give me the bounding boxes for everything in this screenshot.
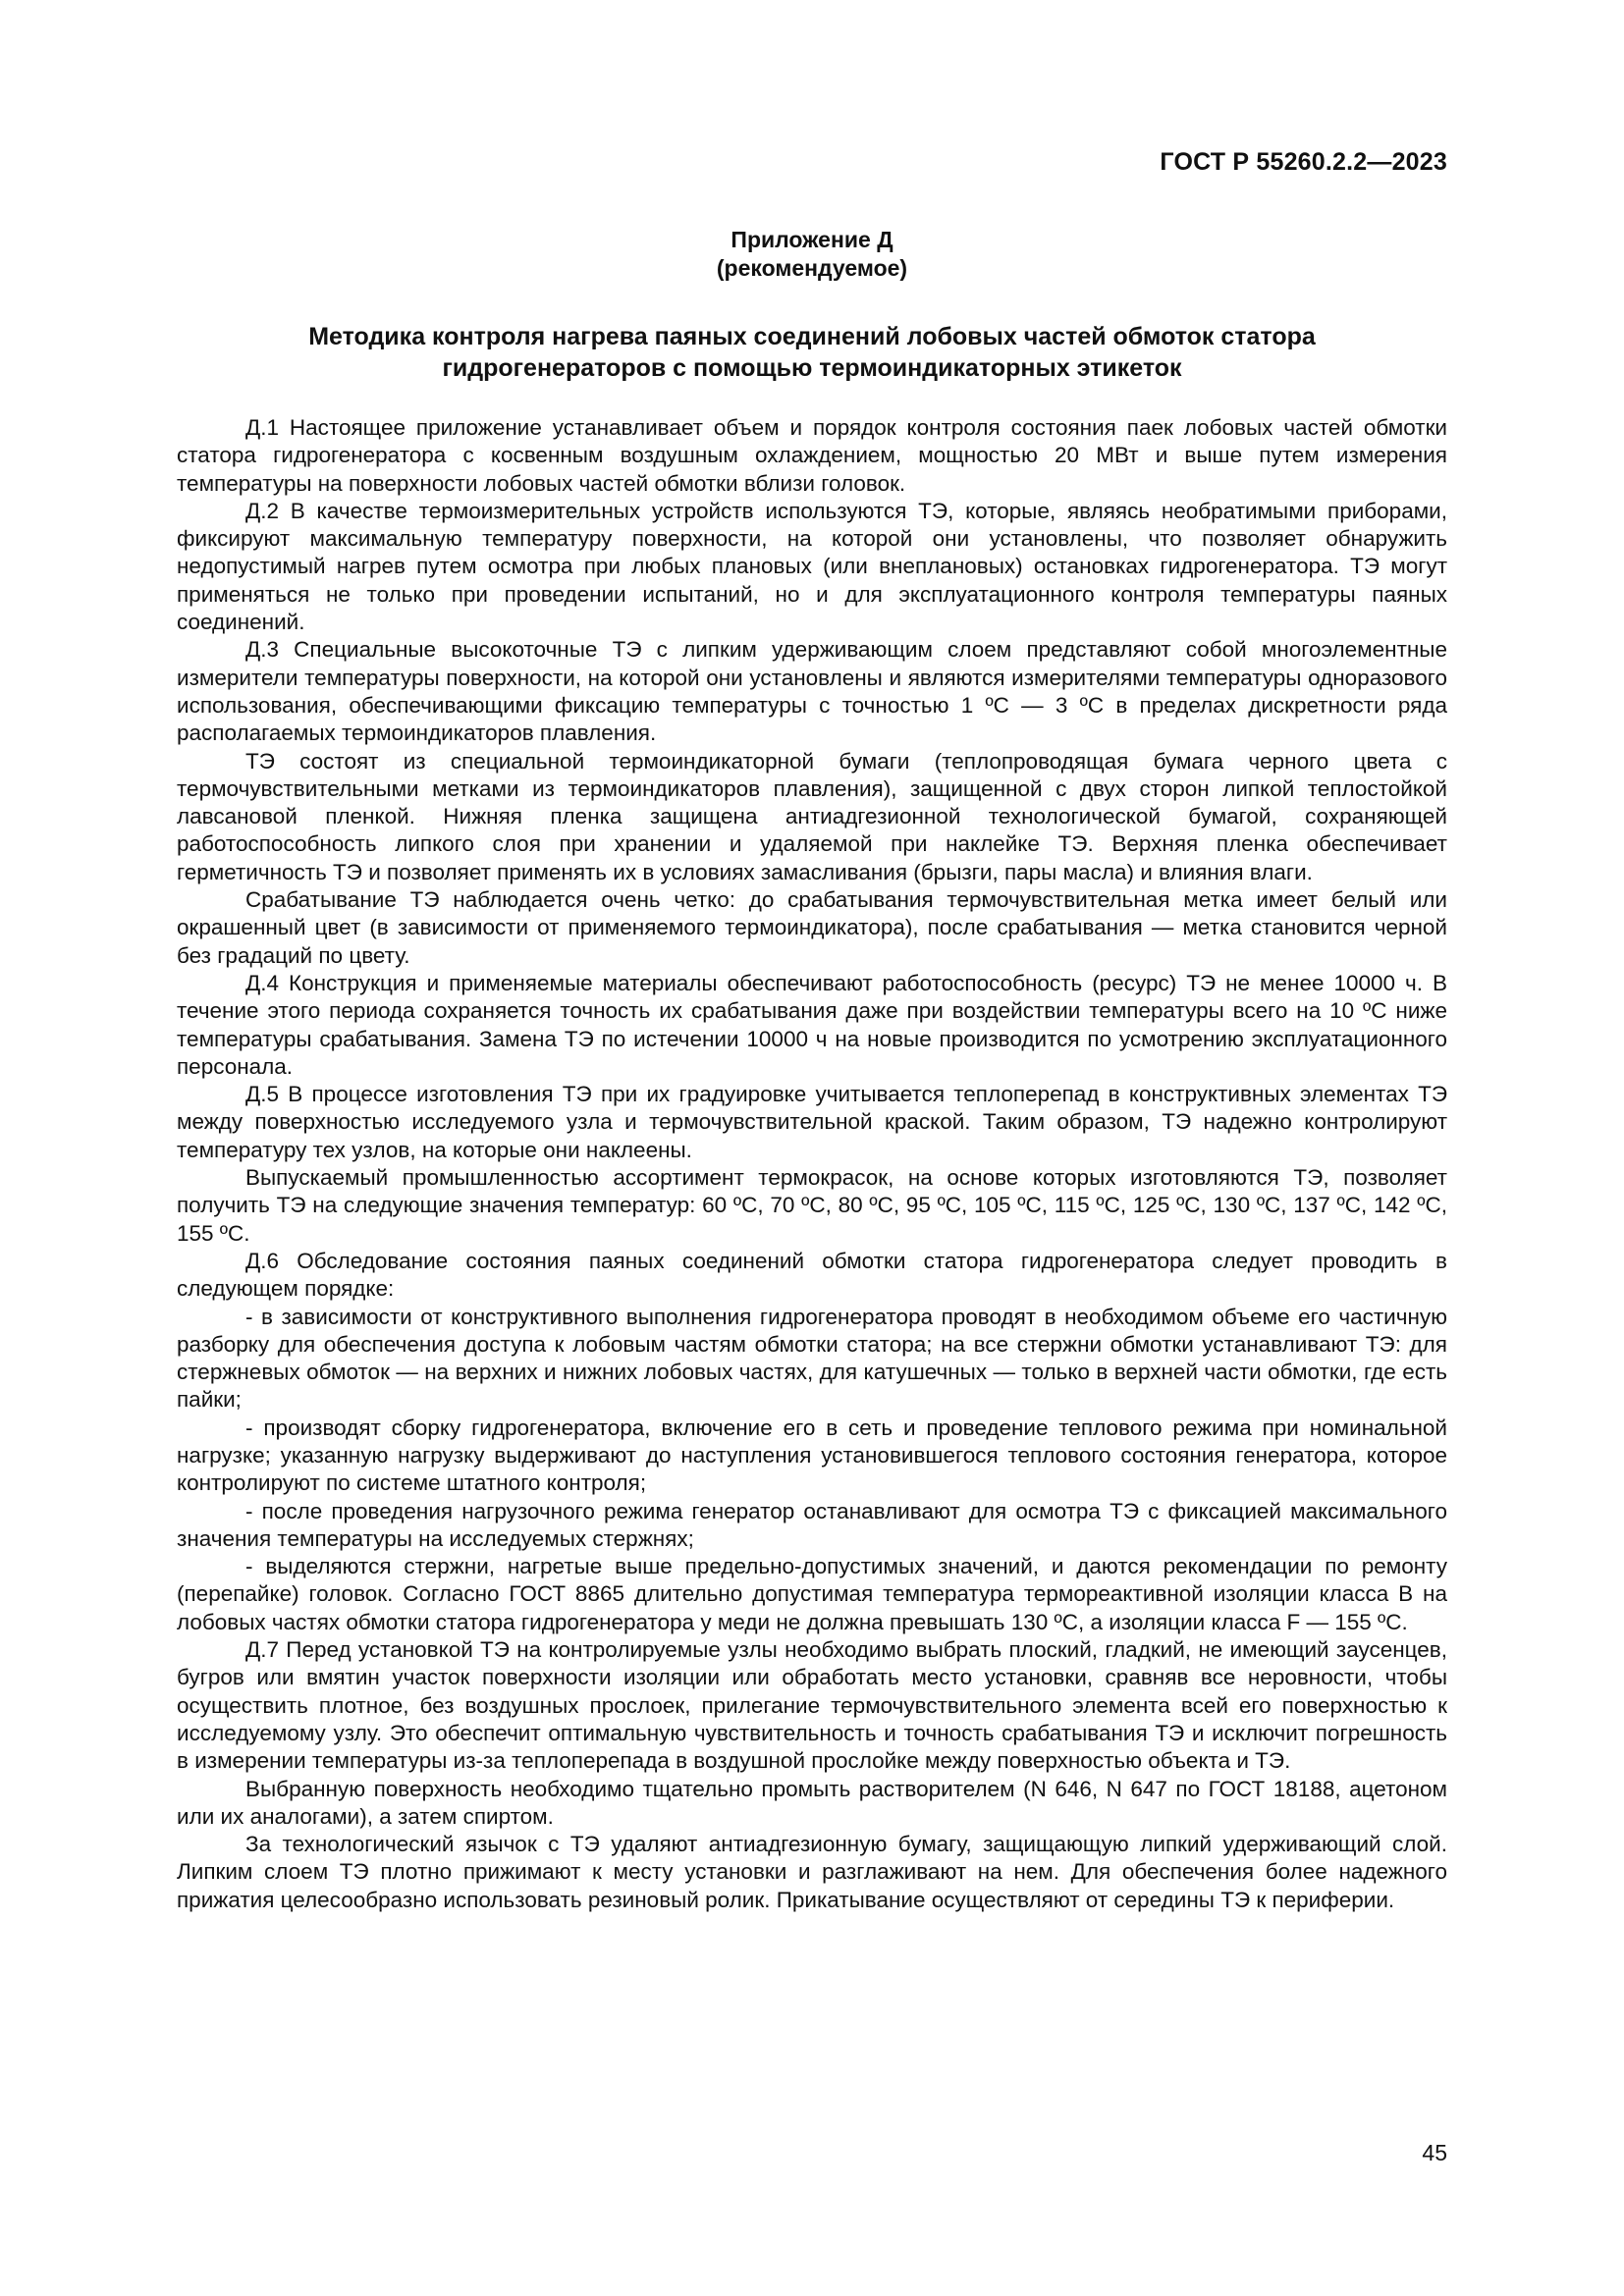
section-title-line-2: гидрогенераторов с помощью термоиндикаторных этикеток <box>442 354 1182 382</box>
paragraph-d7: Д.7 Перед установкой ТЭ на контролируемые узлы необходимо выбрать плоский, гладкий, не имеющий заусенцев, бугров или вмятин участок поверхности изоляции или обработать место установки, сравняв все неровности, чтобы осуществить плотное, без воздушных прослоек, прилегание термочувствительного элемента всей его поверхностью к исследуемому узлу. Это обеспечит оптимальную чувствительность и точность срабатывания ТЭ и исключит погрешность в измерении температуры из-за теплоперепада в воздушной прослойке между поверхностью объекта и ТЭ. <box>177 1637 1447 1774</box>
paragraph-te-triggering: Срабатывание ТЭ наблюдается очень четко: до срабатывания термочувствительная метка имеет белый или окрашенный цвет (в зависимости от применяемого термоиндикатора), после срабатывания — метка становится черной без градаций по цвету. <box>177 887 1447 968</box>
section-title-line-1: Методика контроля нагрева паяных соединений лобовых частей обмоток статора <box>308 323 1316 350</box>
paragraph-d4: Д.4 Конструкция и применяемые материалы обеспечивают работоспособность (ресурс) ТЭ не менее 10000 ч. В течение этого периода сохраняется точность их срабатывания даже при воздействии температуры всего на 10 ºС ниже температуры срабатывания. Замена ТЭ по истечении 10000 ч на новые производится по усмотрению эксплуатационного персонала. <box>177 970 1447 1079</box>
paragraph-d6: Д.6 Обследование состояния паяных соединений обмотки статора гидрогенератора следует проводить в следующем порядке: <box>177 1248 1447 1302</box>
page-number: 45 <box>1422 2140 1447 2165</box>
paragraph-d5: Д.5 В процессе изготовления ТЭ при их градуировке учитывается теплоперепад в конструктивных элементах ТЭ между поверхностью исследуемого узла и термочувствительной краской. Таким образом, ТЭ надежно контролируют температуру тех узлов, на которые они наклеены. <box>177 1082 1447 1162</box>
list-item-disassembly: - в зависимости от конструктивного выполнения гидрогенератора проводят в необходимом объеме его частичную разборку для обеспечения доступа к лобовым частям обмотки статора; на все стержни обмотки устанавливают ТЭ: для стержневых обмоток — на верхних и нижних лобовых частях, для катушечных — только в верхней части обмотки, где есть пайки; <box>177 1304 1447 1413</box>
paragraph-d3: Д.3 Специальные высокоточные ТЭ с липким удерживающим слоем представляют собой многоэлементные измерители температуры поверхности, на которой они установлены и являются измерителями температуры одноразового использования, обеспечивающими фиксацию температуры с точностью 1 ºС — 3 ºС в пределах дискретности ряда располагаемых термоиндикаторов плавления. <box>177 637 1447 746</box>
section-title <box>177 321 1447 384</box>
list-item-inspection: - после проведения нагрузочного режима генератор останавливают для осмотра ТЭ с фиксацией максимального значения температуры на исследуемых стержнях; <box>177 1498 1447 1551</box>
paragraph-te-composition: ТЭ состоят из специальной термоиндикаторной бумаги (теплопроводящая бумага черного цвета с термочувствительными метками из термоиндикаторов плавления), защищенной с двух сторон липкой теплостойкой лавсановой пленкой. Нижняя пленка защищена антиадгезионной технологической бумагой, сохраняющей работоспособность липкого слоя при хранении и удаляемой при наклейке ТЭ. Верхняя пленка обеспечивает герметичность ТЭ и позволяет применять их в условиях замасливания (брызги, пары масла) и влияния влаги. <box>177 748 1447 884</box>
body-text <box>177 414 1447 1914</box>
list-item-recommendations: - выделяются стержни, нагретые выше предельно-допустимых значений, и даются рекомендации по ремонту (перепайке) головок. Согласно ГОСТ 8865 длительно допустимая температура термореактивной изоляции класса В на лобовых частях обмотки статора гидрогенератора у меди не должна превышать 130 ºС, а изоляции класса F — 155 ºС. <box>177 1554 1447 1634</box>
paragraph-temperature-range: Выпускаемый промышленностью ассортимент термокрасок, на основе которых изготовляются ТЭ, позволяет получить ТЭ на следующие значения температур: 60 ºС, 70 ºС, 80 ºС, 95 ºС, 105 ºС, 115 ºС, 125 ºС, 130 ºС, 137 ºС, 142 ºС, 155 ºС. <box>177 1165 1447 1246</box>
paragraph-d2: Д.2 В качестве термоизмерительных устройств используются ТЭ, которые, являясь необратимыми приборами, фиксируют максимальную температуру поверхности, на которой они установлены, что позволяет обнаружить недопустимый нагрев путем осмотра при любых плановых (или внеплановых) остановках гидрогенератора. ТЭ могут применяться не только при проведении испытаний, но и для эксплуатационного контроля температуры паяных соединений. <box>177 498 1447 635</box>
paragraph-installation: За технологический язычок с ТЭ удаляют антиадгезионную бумагу, защищающую липкий удерживающий слой. Липким слоем ТЭ плотно прижимают к месту установки и разглаживают на нем. Для обеспечения более надежного прижатия целесообразно использовать резиновый ролик. Прикатывание осуществляют от середины ТЭ к периферии. <box>177 1832 1447 1912</box>
list-item-assembly: - производят сборку гидрогенератора, включение его в сеть и проведение теплового режима при номинальной нагрузке; указанную нагрузку выдерживают до наступления установившегося теплового состояния генератора, которое контролируют по системе штатного контроля; <box>177 1415 1447 1496</box>
document-code: ГОСТ Р 55260.2.2—2023 <box>1160 148 1447 176</box>
paragraph-d1: Д.1 Настоящее приложение устанавливает объем и порядок контроля состояния паек лобовых частей обмотки статора гидрогенератора с косвенным воздушным охлаждением, мощностью 20 МВт и выше путем измерения температуры на поверхности лобовых частей обмотки вблизи головок. <box>177 415 1447 496</box>
annex-status: (рекомендуемое) <box>716 255 908 281</box>
annex-label: Приложение Д <box>731 227 893 252</box>
paragraph-cleaning: Выбранную поверхность необходимо тщательно промыть растворителем (N 646, N 647 по ГОСТ 18188, ацетоном или их аналогами), а затем спиртом. <box>177 1776 1447 1829</box>
annex-heading <box>177 226 1447 283</box>
